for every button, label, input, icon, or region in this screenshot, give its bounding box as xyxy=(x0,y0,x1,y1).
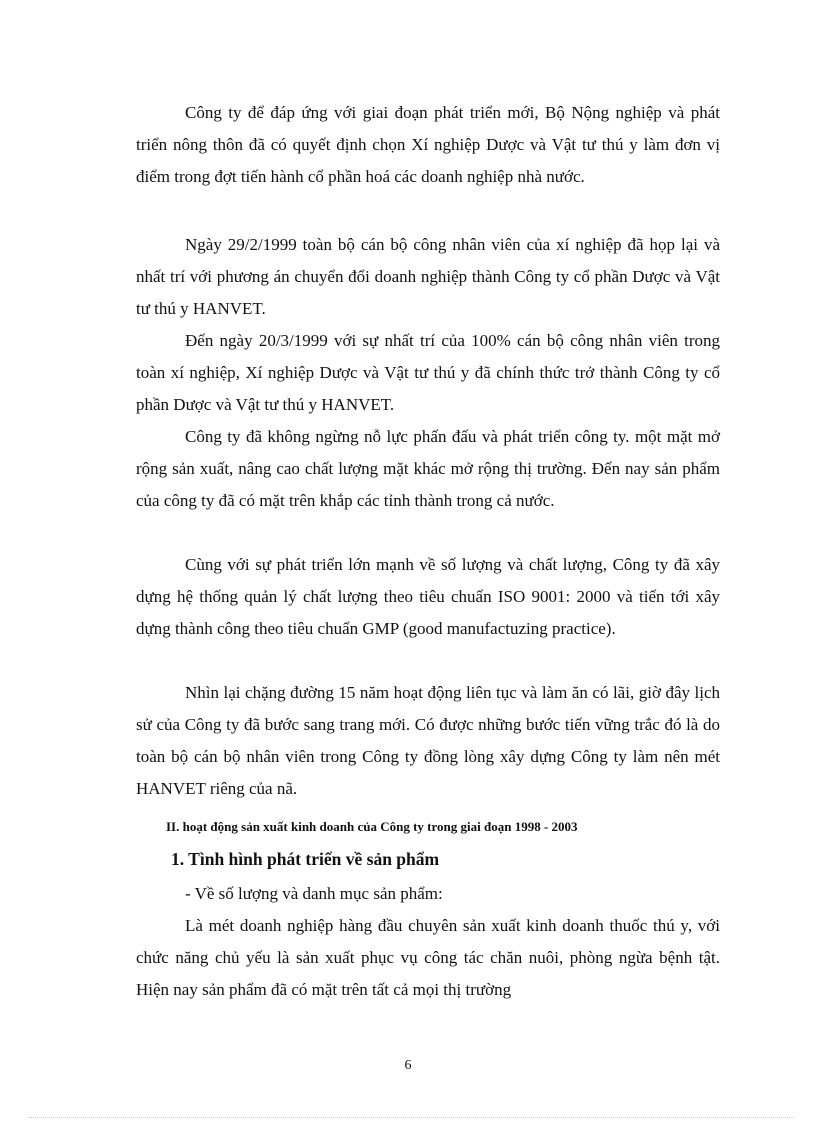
subsection-heading: 1. Tình hình phát triển về sản phẩm xyxy=(171,849,440,869)
paragraph-leading-enterprise: Là mét doanh nghiệp hàng đầu chuyên sản xuất kinh doanh thuốc thú y, với chức năng chủ yếu là sản xuất phục vụ công tác chăn nuôi, phòng ngừa bệnh tật. Hiện nay sản phẩm đã có mặt trên tất cả mọi thị trường xyxy=(136,916,720,999)
page-bottom-divider xyxy=(28,1117,794,1118)
page-number: 6 xyxy=(404,1058,412,1073)
paragraph-looking-back: Nhìn lại chặng đường 15 năm hoạt động liên tục và làm ăn có lãi, giờ đây lịch sử của Công ty đã bước sang trang mới. Có được những bước tiến vững trắc đó là do toàn bộ cán bộ nhân viên trong Công ty đồng lòng xây dựng Công ty làm nên mét HANVET riêng của nã. xyxy=(136,683,720,798)
paragraph-official-conversion: Đến ngày 20/3/1999 với sự nhất trí của 100% cán bộ công nhân viên trong toàn xí nghiệp, Xí nghiệp Dược và Vật tư thú y đã chính thức trở thành Công ty cổ phần Dược và Vật tư thú y HANVET. xyxy=(136,331,720,414)
paragraph-market-expansion: Công ty đã không ngừng nỗ lực phấn đấu và phát triển công ty. một mặt mở rộng sản xuất, nâng cao chất lượng mặt khác mở rộng thị trường. Đến nay sản phẩm của công ty đã có mặt trên khắp các tỉnh thành trong cả nước. xyxy=(136,427,720,510)
paragraph-quality-standards: Cùng với sự phát triển lớn mạnh về số lượng và chất lượng, Công ty đã xây dựng hệ thống quản lý chất lượng theo tiêu chuẩn ISO 9001: 2000 và tiến tới xây dựng thành công theo tiêu chuẩn GMP (good manufactuzing practice). xyxy=(136,555,720,638)
bullet-item: - Về số lượng và danh mục sản phẩm: xyxy=(185,884,443,903)
section-heading: II. hoạt động sản xuất kinh doanh của Công ty trong giai đoạn 1998 - 2003 xyxy=(166,819,578,834)
paragraph-staff-meeting: Ngày 29/2/1999 toàn bộ cán bộ công nhân viên của xí nghiệp đã họp lại và nhất trí với phương án chuyển đổi doanh nghiệp thành Công ty cổ phần Dược và Vật tư thú y HANVET. xyxy=(136,235,720,318)
paragraph-equitization-decision: Công ty để đáp ứng với giai đoạn phát triển mới, Bộ Nộng nghiệp và phát triển nông thôn đã có quyết định chọn Xí nghiệp Dược và Vật tư thú y làm đơn vị điểm trong đợt tiến hành cổ phần hoá các doanh nghiệp nhà nước. xyxy=(136,103,720,186)
